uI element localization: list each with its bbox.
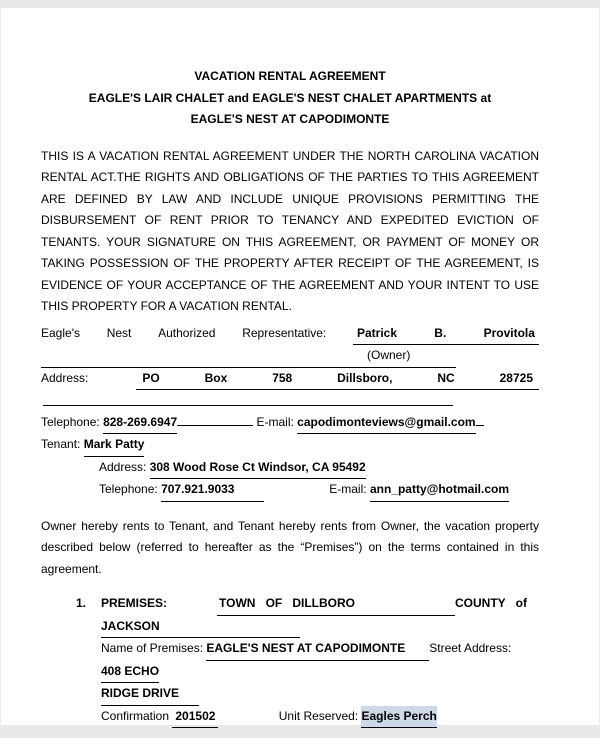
- blank-underline: [476, 425, 484, 426]
- premises-confirmation-row: [101, 706, 539, 729]
- premises-town-value: TOWN OF DILLBORO: [217, 593, 455, 616]
- premises-name-value: EAGLE'S NEST AT CAPODIMONTE: [206, 638, 429, 661]
- premises-street-row: [101, 683, 539, 706]
- section-number: 1.: [76, 596, 87, 610]
- premises-name-row: [101, 638, 539, 683]
- premises-name-label: Name of Premises:: [101, 641, 204, 655]
- rep-word: Authorized: [158, 325, 216, 340]
- tenant-telephone-value: 707.921.9033: [161, 479, 234, 502]
- email-label: E-mail:: [256, 414, 294, 429]
- premises-section: [41, 593, 539, 728]
- rents-paragraph: Owner hereby rents to Tenant, and Tenant hereby rents from Owner, the vacation property described below (referred to hereafter as the “Premises”) on the terms contained in this agreement.: [41, 518, 539, 576]
- tenant-row: [41, 434, 539, 457]
- email-label: E-mail:: [329, 482, 367, 496]
- tenant-address-row: [41, 457, 539, 480]
- county-label: COUNTY: [455, 596, 506, 610]
- street-address-label: Street Address:: [429, 641, 512, 655]
- tenant-name-value: Mark Patty: [84, 434, 145, 457]
- owner-email-value: capodimonteviews@gmail.com: [297, 412, 475, 435]
- owner-address-value: PO Box 758 Dillsboro, NC 28725: [136, 368, 539, 391]
- tenant-email-value: ann_patty@hotmail.com: [370, 479, 509, 502]
- tenant-address-value: 308 Wood Rose Ct Windsor, CA 95492: [150, 457, 366, 480]
- county-value: JACKSON: [101, 616, 300, 639]
- street-address-value-line1: 408 ECHO: [101, 661, 159, 684]
- document-title: [41, 66, 539, 131]
- street-address-value-line2: RIDGE DRIVE: [101, 683, 199, 706]
- document-page: [0, 8, 600, 725]
- owner-contact-row: [41, 412, 539, 435]
- tenant-contact-row: [41, 479, 539, 502]
- telephone-label: Telephone:: [41, 414, 100, 429]
- address-label: Address:: [99, 459, 147, 474]
- confirmation-value: 201502: [172, 706, 218, 729]
- owner-representative-row: [41, 323, 539, 346]
- rep-word: Nest: [106, 325, 132, 340]
- blank-underline-row: [41, 390, 539, 412]
- title-line-3: EAGLE'S NEST AT CAPODIMONTE: [190, 112, 390, 126]
- premises-heading: PREMISES:: [101, 596, 168, 610]
- premises-town-row: [101, 593, 539, 616]
- title-line-2: EAGLE'S LAIR CHALET and EAGLE'S NEST CHALET APARTMENTS at: [88, 90, 492, 105]
- blank-underline: [177, 425, 253, 426]
- unit-reserved-label: Unit Reserved:: [278, 708, 359, 723]
- owner-suffix-label: (Owner): [367, 348, 411, 362]
- blank-underline: [43, 390, 453, 406]
- premises-county-row: [101, 616, 539, 639]
- title-line-1: VACATION RENTAL AGREEMENT: [194, 69, 386, 83]
- signature-underline: [41, 345, 456, 368]
- confirmation-label: Confirmation: [101, 708, 170, 723]
- owner-representative-name: Patrick B. Provitola: [353, 323, 539, 346]
- tenant-email-group: [329, 479, 509, 502]
- premises-body: [101, 593, 539, 728]
- intro-paragraph: THIS IS A VACATION RENTAL AGREEMENT UNDER THE NORTH CAROLINA VACATION RENTAL ACT.THE RIGHTS AND OBLIGATIONS OF THE PARTIES TO THIS AGREEMENT ARE DEFINED BY LAW AND INCLUDE UNIQUE PROVISIONS PERMITTING THE DISBURSEMENT OF RENT PRIOR TO TENANCY AND EXPEDITED EVICTION OF TENANTS. YOUR SIGNATURE ON THIS AGREEMENT, OR PAYMENT OF MONEY OR TAKING POSSESSION OF THE PROPERTY AFTER RECEIPT OF THE AGREEMENT, IS EVIDENCE OF YOUR ACCEPTANCE OF THE AGREEMENT AND YOUR INTENT TO USE THIS PROPERTY FOR A VACATION RENTAL.: [41, 148, 539, 313]
- rep-word: Representative:: [242, 325, 327, 340]
- of-label: of: [515, 596, 527, 610]
- owner-address-row: [41, 368, 539, 391]
- unit-reserved-value[interactable]: Eagles Perch: [361, 706, 436, 729]
- rep-word: Eagle's: [41, 325, 80, 340]
- owner-telephone-value: 828-269.6947: [103, 412, 177, 435]
- owner-suffix-row: [41, 345, 539, 368]
- blank-underline: [234, 479, 264, 502]
- address-label: Address:: [41, 370, 89, 385]
- tenant-label: Tenant:: [41, 437, 81, 451]
- telephone-label: Telephone:: [99, 482, 158, 496]
